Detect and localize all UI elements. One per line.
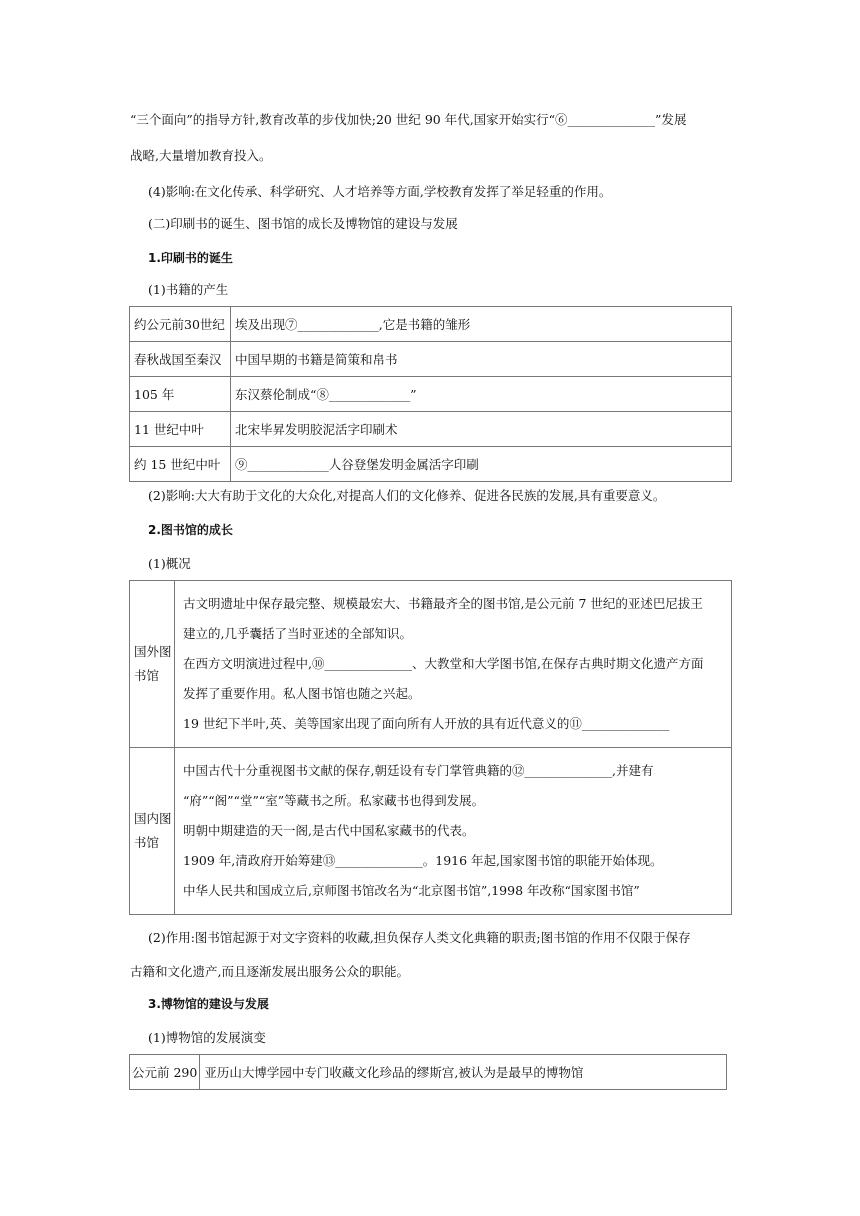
domestic-line: 中华人民共和国成立后,京师图书馆改名为“北京图书馆”,1998 年改称“国家图书馆” (183, 883, 640, 898)
books-row-time: 约 15 世纪中叶 (130, 447, 231, 482)
printing-impact: (2)影响:大大有助于文化的大众化,对提高人们的文化修养、促进各民族的发展,具有重要意义。 (148, 488, 666, 503)
section-heading: (二)印刷书的诞生、图书馆的成长及博物馆的建设与发展 (148, 216, 458, 231)
foreign-library-row (130, 581, 732, 748)
foreign-line: 在西方文明演进过程中,⑩______________、大教堂和大学图书馆,在保存古典时期文化遗产方面 (183, 656, 704, 671)
domestic-line: 中国古代十分重视图书文献的保存,朝廷设有专门掌管典籍的⑫______________,并建有 (183, 763, 654, 778)
foreign-line: 发挥了重要作用。私人图书馆也随之兴起。 (183, 686, 421, 701)
intro-line-1: “三个面向”的指导方针,教育改革的步伐加快;20 世纪 90 年代,国家开始实行“⑥______________”发展 (130, 112, 687, 127)
books-row-event: ⑨_____________人谷登堡发明金属活字印刷 (231, 447, 732, 482)
foreign-library-content (175, 581, 732, 748)
library-title: 2.图书馆的成长 (148, 523, 233, 537)
books-row-time: 105 年 (130, 377, 231, 412)
museum-row (130, 1055, 727, 1090)
domestic-line: 明朝中期建造的天一阁,是古代中国私家藏书的代表。 (183, 823, 475, 838)
domestic-library-content (175, 748, 732, 915)
books-row-event: 埃及出现⑦_____________,它是书籍的雏形 (231, 307, 732, 342)
museum-row-event: 亚历山大博学园中专门收藏文化珍品的缪斯宫,被认为是最早的博物馆 (200, 1055, 727, 1090)
library-overview-label: (1)概况 (148, 556, 191, 571)
books-row (130, 447, 732, 482)
books-origin-label: (1)书籍的产生 (148, 282, 229, 297)
foreign-line: 建立的,几乎囊括了当时亚述的全部知识。 (183, 626, 412, 641)
books-row (130, 412, 732, 447)
printing-title: 1.印刷书的诞生 (148, 251, 233, 265)
domestic-library-row (130, 748, 732, 915)
museum-title: 3.博物馆的建设与发展 (148, 997, 269, 1011)
domestic-line: “府”“阁”“堂”“室”等藏书之所。私家藏书也得到发展。 (183, 793, 485, 808)
books-row-time: 约公元前30世纪 (130, 307, 231, 342)
foreign-line: 19 世纪下半叶,英、美等国家出现了面向所有人开放的具有近代意义的⑪______________ (183, 716, 670, 731)
domestic-line: 1909 年,清政府开始筹建⑬______________。1916 年起,国家图书馆的职能开始体现。 (183, 853, 663, 868)
museum-row-time: 公元前 290 (130, 1055, 200, 1090)
books-row-event: 北宋毕昇发明胶泥活字印刷术 (231, 412, 732, 447)
books-row-time: 春秋战国至秦汉 (130, 342, 231, 377)
books-row-time: 11 世纪中叶 (130, 412, 231, 447)
museum-evolution-label: (1)博物馆的发展演变 (148, 1030, 266, 1045)
library-table (129, 580, 732, 915)
intro-line-2: 战略,大量增加教育投入。 (130, 148, 272, 163)
books-row-event: 东汉蔡伦制成“⑧_____________” (231, 377, 732, 412)
museum-table (129, 1054, 727, 1090)
education-impact: (4)影响:在文化传承、科学研究、人才培养等方面,学校教育发挥了举足轻重的作用。 (148, 184, 612, 199)
foreign-line: 古文明遗址中保存最完整、规模最宏大、书籍最齐全的图书馆,是公元前 7 世纪的亚述巴尼拔王 (183, 596, 703, 611)
books-row (130, 342, 732, 377)
books-row (130, 377, 732, 412)
library-function-line-2: 古籍和文化遗产,而且逐渐发展出服务公众的职能。 (130, 964, 409, 979)
library-function-line-1: (2)作用:图书馆起源于对文字资料的收藏,担负保存人类文化典籍的职责;图书馆的作用不仅限于保存 (148, 930, 691, 945)
books-row-event: 中国早期的书籍是简策和帛书 (231, 342, 732, 377)
domestic-library-label: 国内图书馆 (130, 748, 175, 915)
books-row (130, 307, 732, 342)
foreign-library-label: 国外图书馆 (130, 581, 175, 748)
books-table (129, 306, 732, 482)
